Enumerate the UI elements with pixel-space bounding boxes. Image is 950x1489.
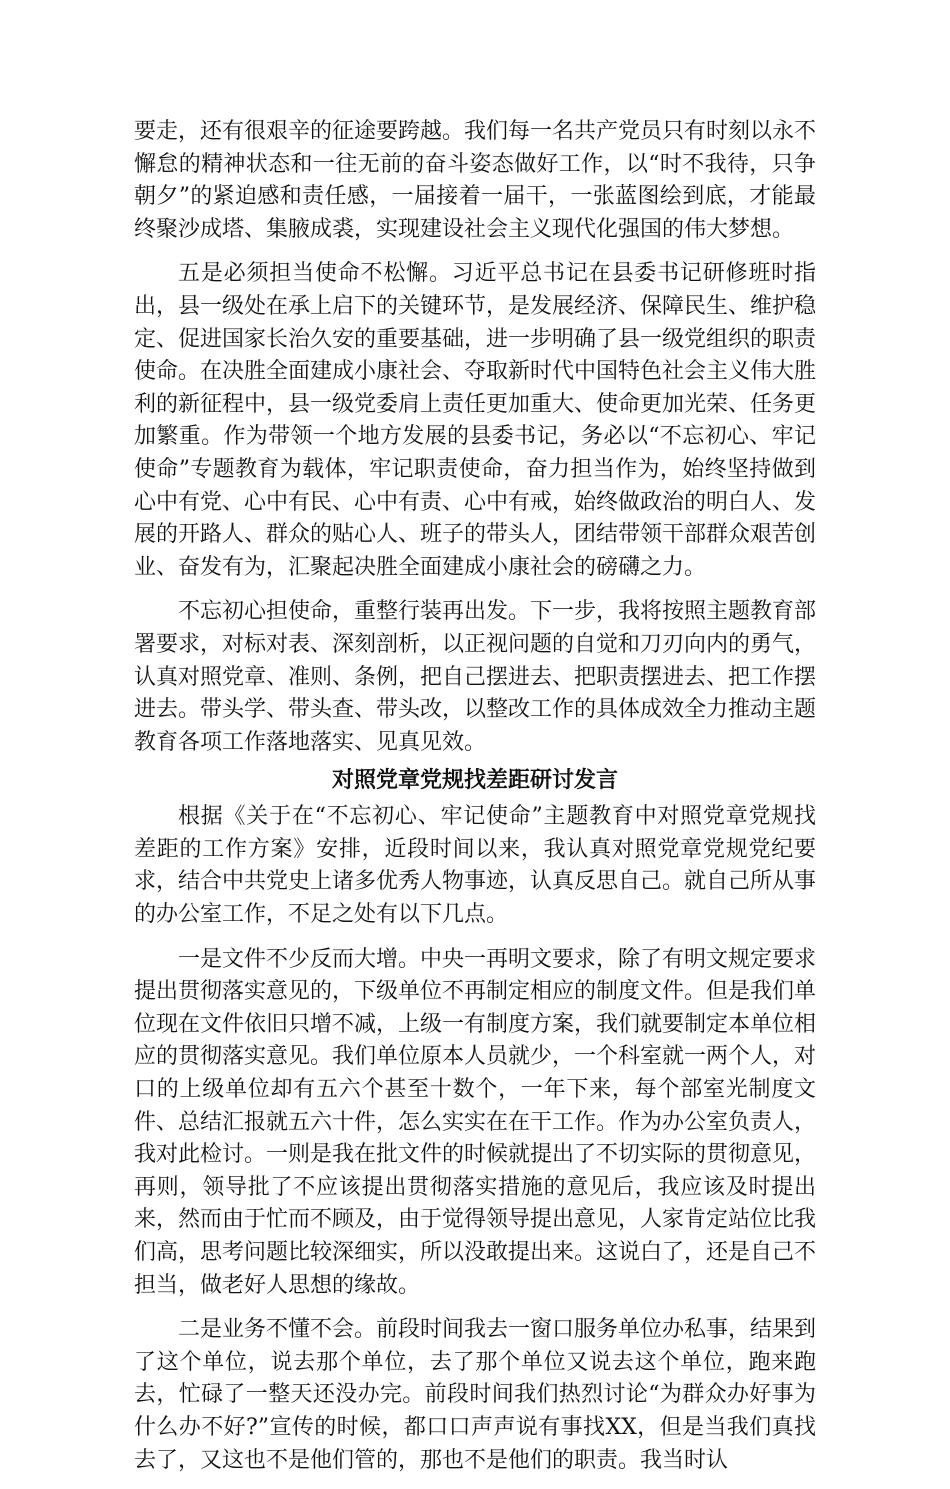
paragraph-point-two: 二是业务不懂不会。前段时间我去一窗口服务单位办私事，结果到了这个单位，说去那个单位，去了那个单位又说去这个单位，跑来跑去，忙碌了一整天还没办完。前段时间我们热烈讨论“为群众办好事为什么办不好?”宣传的时候，都口口声声说有事找XX，但是当我们真找去了，又这也不是他们管的，那也不是他们的职责。我当时认	[134, 1317, 817, 1473]
paragraph-intro: 根据《关于在“不忘初心、牢记使命”主题教育中对照党章党规找差距的工作方案》安排，近段时间以来，我认真对照党章党规党纪要求，结合中共党史上诸多优秀人物事迹，认真反思自己。就自己所从事的办公室工作，不足之处有以下几点。	[134, 804, 817, 928]
paragraph-point-five: 五是必须担当使命不松懈。习近平总书记在县委书记研修班时指出，县一级处在承上启下的关键环节，是发展经济、保障民生、维护稳定、促进国家长治久安的重要基础，进一步明确了县一级党组织的职责使命。在决胜全面建成小康社会、夺取新时代中国特色社会主义伟大胜利的新征程中，县一级党委肩上责任更加重大、使命更加光荣、任务更加繁重。作为带领一个地方发展的县委书记，务必以“不忘初心、牢记使命”专题教育为载体，牢记职责使命，奋力担当作为，始终坚持做到心中有党、心中有民、心中有责、心中有戒，始终做政治的明白人、发展的开路人、群众的贴心人、班子的带头人，团结带领干部群众艰苦创业、奋发有为，汇聚起决胜全面建成小康社会的磅礴之力。	[134, 261, 817, 580]
document-page	[134, 116, 816, 1489]
paragraph-conclusion: 不忘初心担使命，重整行装再出发。下一步，我将按照主题教育部署要求，对标对表、深刻剖析，以正视问题的自觉和刀刃向内的勇气，认真对照党章、准则、条例，把自己摆进去、把职责摆进去、把工作摆进去。带头学、带头查、带头改，以整改工作的具体成效全力推动主题教育各项工作落地落实、见真见效。	[134, 599, 817, 755]
paragraph-continuation: 要走，还有很艰辛的征途要跨越。我们每一名共产党员只有时刻以永不懈怠的精神状态和一往无前的奋斗姿态做好工作，以“时不我待，只争朝夕”的紧迫感和责任感，一届接着一届干，一张蓝图绘到底，才能最终聚沙成塔、集腋成裘，实现建设社会主义现代化强国的伟大梦想。	[134, 119, 817, 242]
section-heading: 对照党章党规找差距研讨发言	[331, 768, 618, 794]
paragraph-point-one: 一是文件不少反而大增。中央一再明文要求，除了有明文规定要求提出贯彻落实意见的，下级单位不再制定相应的制度文件。但是我们单位现在文件依旧只增不减，上级一有制度方案，我们就要制定本单位相应的贯彻落实意见。我们单位原本人员就少，一个科室就一两个人，对口的上级单位却有五六个甚至十数个，一年下来，每个部室光制度文件、总结汇报就五六十件，怎么实实在在干工作。作为办公室负责人，我对此检讨。一则是我在批文件的时候就提出了不切实际的贯彻意见，再则，领导批了不应该提出贯彻落实措施的意见后，我应该及时提出来，然而由于忙而不顾及，由于觉得领导提出意见，人家肯定站位比我们高，思考问题比较深细实，所以没敢提出来。这说白了，还是自己不担当，做老好人思想的缘故。	[134, 946, 817, 1298]
